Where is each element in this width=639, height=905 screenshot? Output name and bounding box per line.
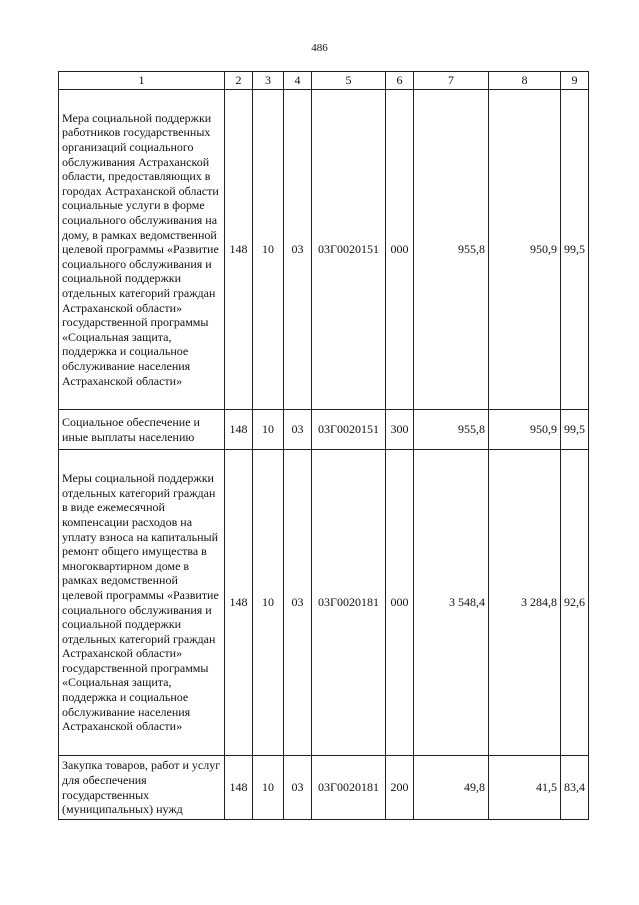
section-cell: 10 [253,90,284,410]
planned-amount-cell: 49,8 [414,756,489,820]
ministry-code-cell: 148 [225,756,253,820]
target-article-cell: 03Г0020151 [312,90,386,410]
budget-table [58,71,589,820]
percent-cell: 99,5 [561,410,589,450]
subsection-cell: 03 [284,90,312,410]
section-cell: 10 [253,410,284,450]
ministry-code-cell: 148 [225,90,253,410]
executed-amount-cell: 950,9 [489,90,561,410]
column-header-8: 8 [489,72,561,90]
target-article-cell: 03Г0020181 [312,450,386,756]
percent-cell: 92,6 [561,450,589,756]
planned-amount-cell: 3 548,4 [414,450,489,756]
row-name-cell: Социальное обеспечение и иные выплаты населению [59,410,225,450]
executed-amount-cell: 41,5 [489,756,561,820]
row-name-cell: Мера социальной поддержки работников государственных организаций социального обслуживания Астраханской области, предоставляющих в городах Астраханской области социальные услуги в форме социального обслуживания на дому, в рамках ведомственной целевой программы «Развитие социального обслуживания и социальной поддержки отдельных категорий граждан Астраханской области» государственной программы «Социальная защита, поддержка и социальное обслуживание населения Астраханской области» [59,90,225,410]
table-row [59,410,589,450]
page-number: 486 [311,42,328,54]
column-header-4: 4 [284,72,312,90]
column-header-6: 6 [386,72,414,90]
executed-amount-cell: 950,9 [489,410,561,450]
column-header-9: 9 [561,72,589,90]
row-name-cell: Закупка товаров, работ и услуг для обеспечения государственных (муниципальных) нужд [59,756,225,820]
expense-type-cell: 000 [386,450,414,756]
table-row [59,450,589,756]
expense-type-cell: 200 [386,756,414,820]
expense-type-cell: 300 [386,410,414,450]
column-header-1: 1 [59,72,225,90]
column-header-2: 2 [225,72,253,90]
percent-cell: 83,4 [561,756,589,820]
table-row [59,90,589,410]
column-header-7: 7 [414,72,489,90]
ministry-code-cell: 148 [225,450,253,756]
header-row [59,72,589,90]
planned-amount-cell: 955,8 [414,410,489,450]
section-cell: 10 [253,756,284,820]
target-article-cell: 03Г0020151 [312,410,386,450]
ministry-code-cell: 148 [225,410,253,450]
target-article-cell: 03Г0020181 [312,756,386,820]
column-header-3: 3 [253,72,284,90]
planned-amount-cell: 955,8 [414,90,489,410]
section-cell: 10 [253,450,284,756]
column-header-5: 5 [312,72,386,90]
subsection-cell: 03 [284,756,312,820]
table-row [59,756,589,820]
subsection-cell: 03 [284,450,312,756]
subsection-cell: 03 [284,410,312,450]
expense-type-cell: 000 [386,90,414,410]
percent-cell: 99,5 [561,90,589,410]
row-name-cell: Меры социальной поддержки отдельных категорий граждан в виде ежемесячной компенсации расходов на уплату взноса на капитальный ремонт общего имущества в многоквартирном доме в рамках ведомственной целевой программы «Развитие социального обслуживания и социальной поддержки отдельных категорий граждан Астраханской области» государственной программы «Социальная защита, поддержка и социальное обслуживание населения Астраханской области» [59,450,225,756]
executed-amount-cell: 3 284,8 [489,450,561,756]
